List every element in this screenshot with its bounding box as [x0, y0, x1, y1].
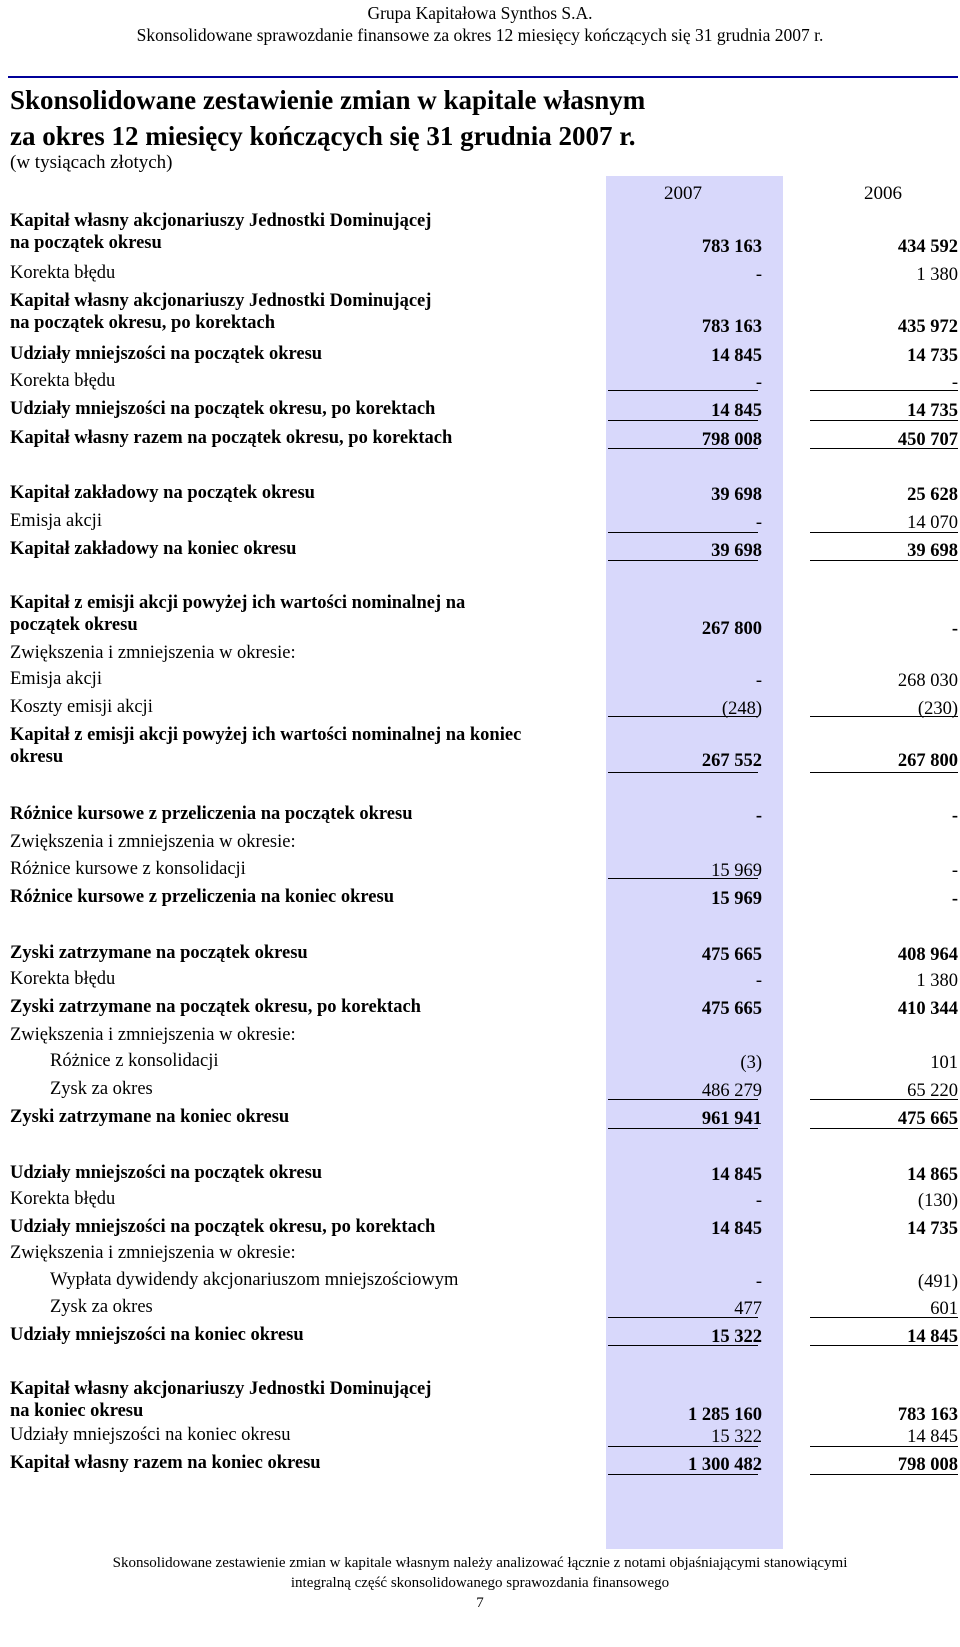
total-rule — [608, 532, 758, 533]
value-2006: 65 220 — [907, 1081, 958, 1101]
total-rule — [810, 1099, 958, 1100]
statement-title-line2: za okres 12 miesięcy kończących się 31 grudnia 2007 r. — [10, 121, 636, 151]
row-label-line: Kapitał własny akcjonariuszy Jednostki Dominującej — [10, 211, 432, 231]
value-2007: - — [755, 671, 762, 691]
total-rule — [810, 1345, 958, 1346]
total-rule — [810, 1317, 958, 1318]
row-label-line: Udziały mniejszości na początek okresu — [10, 1163, 323, 1183]
row-label-line: Wypłata dywidendy akcjonariuszom mniejszościowym — [50, 1270, 459, 1290]
value-2006: 268 030 — [897, 671, 958, 691]
row-label-line: Kapitał z emisji akcji powyżej ich wartości nominalnej na — [10, 593, 466, 613]
value-2006: 25 628 — [907, 485, 958, 505]
row-label — [50, 1050, 645, 1072]
row-label-line: Udziały mniejszości na początek okresu, po korektach — [10, 1217, 436, 1237]
value-2006: 14 070 — [907, 513, 958, 533]
row-label — [10, 262, 605, 284]
value-2007: 486 279 — [701, 1081, 762, 1101]
value-2007: 39 698 — [711, 485, 762, 505]
row-label-line: Kapitał z emisji akcji powyżej ich wartości nominalnej na koniec — [10, 725, 522, 745]
total-rule — [810, 532, 958, 533]
row-label — [10, 696, 605, 718]
row-label — [10, 427, 605, 449]
value-2007: - — [755, 1272, 762, 1292]
row-label-line: Kapitał własny razem na koniec okresu — [10, 1453, 321, 1473]
row-label-line: Udziały mniejszości na początek okresu — [10, 344, 323, 364]
row-label — [10, 538, 605, 560]
row-label — [10, 668, 605, 690]
row-label — [10, 1378, 605, 1422]
value-2007: (248) — [721, 699, 762, 719]
value-2006: 14 865 — [907, 1165, 958, 1185]
row-label — [10, 803, 605, 825]
row-label-line: Udziały mniejszości na koniec okresu — [10, 1425, 291, 1445]
statement-title-line1: Skonsolidowane zestawienie zmian w kapitale własnym — [10, 85, 646, 115]
value-2006: 267 800 — [897, 751, 958, 771]
row-label-line: Kapitał własny razem na początek okresu, po korektach — [10, 428, 453, 448]
row-label-line: Zyski zatrzymane na koniec okresu — [10, 1107, 290, 1127]
row-label-line: na początek okresu, po korektach — [10, 313, 276, 333]
value-2006: - — [951, 806, 958, 826]
footer-line2: integralną część skonsolidowanego sprawozdania finansowego — [290, 1575, 670, 1591]
value-2007: 961 941 — [701, 1109, 762, 1129]
value-2006: 14 845 — [907, 1427, 958, 1447]
total-rule — [608, 560, 758, 561]
value-2006: 1 380 — [916, 971, 958, 991]
value-2007: 15 969 — [711, 861, 762, 881]
value-2006: 14 735 — [907, 401, 958, 421]
total-rule — [810, 1474, 958, 1475]
value-2006: 601 — [930, 1299, 958, 1319]
value-2006: (130) — [917, 1191, 958, 1211]
row-label — [10, 1424, 605, 1446]
row-label — [50, 1078, 645, 1100]
total-rule — [608, 1317, 758, 1318]
total-rule — [608, 420, 758, 421]
value-2007: 1 285 160 — [688, 1405, 762, 1425]
value-2006: (491) — [917, 1272, 958, 1292]
company-name: Grupa Kapitałowa Synthos S.A. — [367, 3, 593, 23]
value-2007: 15 322 — [711, 1427, 762, 1447]
value-2006: - — [951, 373, 958, 393]
statement-title — [10, 82, 645, 154]
row-label-line: Kapitał własny akcjonariuszy Jednostki Dominującej — [10, 291, 432, 311]
header-rule — [8, 76, 958, 78]
row-label-line: Różnice kursowe z przeliczenia na początek okresu — [10, 804, 413, 824]
row-label — [10, 858, 605, 880]
value-2006: - — [951, 889, 958, 909]
value-2007: (3) — [740, 1053, 762, 1073]
row-label — [10, 398, 605, 420]
row-label — [10, 1162, 605, 1184]
total-rule — [608, 1474, 758, 1475]
column-header-2007: 2007 — [664, 183, 702, 204]
row-label — [10, 831, 605, 853]
value-2006: 450 707 — [897, 430, 958, 450]
total-rule — [608, 1446, 758, 1447]
value-2007: 14 845 — [711, 1165, 762, 1185]
value-2007: - — [755, 373, 762, 393]
row-label-line: Emisja akcji — [10, 511, 102, 531]
total-rule — [810, 1446, 958, 1447]
value-2006: (230) — [917, 699, 958, 719]
value-2007: 475 665 — [701, 945, 762, 965]
total-rule — [810, 772, 958, 773]
value-2006: 101 — [930, 1053, 958, 1073]
row-label-line: Zwiększenia i zmniejszenia w okresie: — [10, 1025, 296, 1045]
row-label — [10, 1106, 605, 1128]
row-label — [10, 290, 605, 334]
value-2007: 798 008 — [701, 430, 762, 450]
row-label — [10, 968, 605, 990]
row-label-line: Udziały mniejszości na początek okresu, po korektach — [10, 399, 436, 419]
value-2007: 1 300 482 — [688, 1455, 762, 1475]
row-label — [10, 642, 605, 664]
page-number: 7 — [476, 1595, 484, 1611]
total-rule — [608, 716, 758, 717]
total-rule — [608, 772, 758, 773]
row-label-line: Korekta błędu — [10, 263, 116, 283]
row-label — [10, 370, 605, 392]
row-label — [10, 343, 605, 365]
value-2007: 267 800 — [701, 619, 762, 639]
row-label-line: okresu — [10, 747, 64, 767]
value-2006: - — [951, 619, 958, 639]
document-header — [0, 2, 960, 46]
row-label — [10, 1452, 605, 1474]
value-2007: 477 — [734, 1299, 762, 1319]
value-2006: 14 735 — [907, 346, 958, 366]
footer-line1: Skonsolidowane zestawienie zmian w kapitale własnym należy analizować łącznie z notami objaśniającymi stanowiącymi — [112, 1555, 848, 1571]
total-rule — [810, 1128, 958, 1129]
row-label — [10, 724, 605, 768]
row-label — [10, 942, 605, 964]
value-2006: 39 698 — [907, 541, 958, 561]
row-label-line: Zyski zatrzymane na początek okresu — [10, 943, 308, 963]
row-label-line: Koszty emisji akcji — [10, 697, 153, 717]
row-label — [10, 1024, 605, 1046]
value-2006: 408 964 — [897, 945, 958, 965]
value-2007: 267 552 — [701, 751, 762, 771]
row-label-line: początek okresu — [10, 615, 138, 635]
row-label-line: Zysk za okres — [50, 1297, 153, 1317]
value-2007: - — [755, 806, 762, 826]
value-2006: 410 344 — [897, 999, 958, 1019]
value-2007: 14 845 — [711, 1219, 762, 1239]
value-2007: - — [755, 513, 762, 533]
row-label-line: Zwiększenia i zmniejszenia w okresie: — [10, 643, 296, 663]
report-subtitle: Skonsolidowane sprawozdanie finansowe za okres 12 miesięcy kończących się 31 grudnia 2007 r. — [136, 25, 824, 45]
row-label — [10, 592, 605, 636]
value-2007: 475 665 — [701, 999, 762, 1019]
row-label-line: Kapitał własny akcjonariuszy Jednostki Dominującej — [10, 1379, 432, 1399]
value-2007: 15 969 — [711, 889, 762, 909]
row-label-line: Udziały mniejszości na koniec okresu — [10, 1325, 304, 1345]
value-2006: 783 163 — [897, 1405, 958, 1425]
row-label-line: Emisja akcji — [10, 669, 102, 689]
row-label-line: Zwiększenia i zmniejszenia w okresie: — [10, 832, 296, 852]
total-rule — [810, 560, 958, 561]
row-label — [10, 482, 605, 504]
total-rule — [810, 390, 958, 391]
value-2006: 475 665 — [897, 1109, 958, 1129]
row-label — [10, 1324, 605, 1346]
value-2006: 435 972 — [897, 317, 958, 337]
row-label-line: Różnice kursowe z przeliczenia na koniec okresu — [10, 887, 395, 907]
row-label-line: Kapitał zakładowy na początek okresu — [10, 483, 315, 503]
value-2006: 1 380 — [916, 265, 958, 285]
total-rule — [810, 716, 958, 717]
value-2006: - — [951, 861, 958, 881]
value-2007: 14 845 — [711, 346, 762, 366]
row-label — [50, 1296, 645, 1318]
value-2006: 798 008 — [897, 1455, 958, 1475]
row-label — [10, 996, 605, 1018]
row-label-line: Różnice kursowe z konsolidacji — [10, 859, 246, 879]
row-label — [10, 510, 605, 532]
total-rule — [608, 390, 758, 391]
row-label — [50, 1269, 645, 1291]
value-2007: 783 163 — [701, 237, 762, 257]
row-label — [10, 1188, 605, 1210]
total-rule — [810, 420, 958, 421]
row-label-line: na koniec okresu — [10, 1401, 144, 1421]
row-label-line: Zysk za okres — [50, 1079, 153, 1099]
total-rule — [608, 878, 758, 879]
row-label-line: Różnice z konsolidacji — [50, 1051, 219, 1071]
value-2007: - — [755, 971, 762, 991]
total-rule — [608, 448, 758, 449]
row-label-line: Kapitał zakładowy na koniec okresu — [10, 539, 297, 559]
row-label-line: Korekta błędu — [10, 371, 116, 391]
row-label-line: Zwiększenia i zmniejszenia w okresie: — [10, 1243, 296, 1263]
row-label-line: Korekta błędu — [10, 969, 116, 989]
total-rule — [608, 1345, 758, 1346]
total-rule — [608, 1128, 758, 1129]
row-label — [10, 886, 605, 908]
value-2006: 434 592 — [897, 237, 958, 257]
row-label — [10, 1242, 605, 1264]
row-label-line: na początek okresu — [10, 233, 162, 253]
value-2007: 783 163 — [701, 317, 762, 337]
value-2007: 15 322 — [711, 1327, 762, 1347]
footer-note — [0, 1553, 960, 1613]
row-label — [10, 1216, 605, 1238]
row-label-line: Korekta błędu — [10, 1189, 116, 1209]
value-2007: 39 698 — [711, 541, 762, 561]
total-rule — [608, 1099, 758, 1100]
row-label-line: Zyski zatrzymane na początek okresu, po korektach — [10, 997, 421, 1017]
value-2007: - — [755, 1191, 762, 1211]
total-rule — [810, 448, 958, 449]
row-label — [10, 210, 605, 254]
value-2006: 14 845 — [907, 1327, 958, 1347]
value-2007: 14 845 — [711, 401, 762, 421]
unit-note: (w tysiącach złotych) — [10, 152, 173, 173]
value-2006: 14 735 — [907, 1219, 958, 1239]
column-header-2006: 2006 — [864, 183, 902, 204]
value-2007: - — [755, 265, 762, 285]
